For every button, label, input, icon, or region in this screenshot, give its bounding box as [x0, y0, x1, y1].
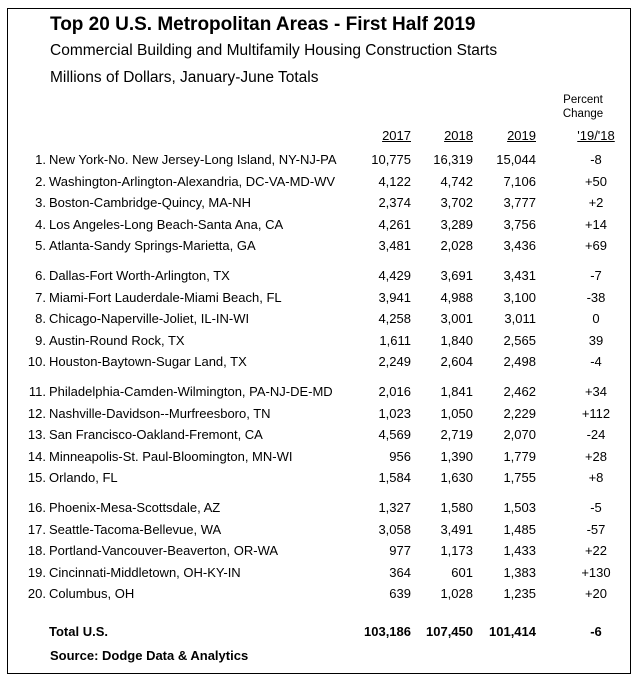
row-value-2018: 1,841: [440, 384, 473, 399]
row-metro-name: Seattle-Tacoma-Bellevue, WA: [49, 521, 222, 537]
row-percent-change: +8: [588, 470, 604, 486]
table-row: [0, 236, 638, 257]
row-percent-change: +2: [588, 195, 604, 211]
row-value-2017: 1,611: [379, 332, 411, 348]
row-rank: 15.: [27, 470, 46, 486]
row-value-2019: 7,106: [503, 173, 536, 189]
row-value-2017: 364: [389, 564, 411, 580]
table-row: [0, 404, 638, 425]
row-metro-name: Houston-Baytown-Sugar Land, TX: [49, 354, 247, 370]
row-rank: 16.: [27, 500, 46, 515]
row-rank: 20.: [27, 586, 46, 602]
row-value-2019: 3,100: [503, 289, 536, 305]
row-rank: 14.: [27, 448, 46, 464]
row-value-2018: 1,630: [440, 470, 473, 486]
row-metro-name: Chicago-Naperville-Joliet, IL-IN-WI: [49, 311, 250, 327]
row-rank: 3.: [35, 195, 46, 211]
total-2019: 101,414: [489, 624, 536, 639]
row-value-2019: 15,044: [496, 152, 536, 167]
row-value-2018: 3,491: [440, 521, 473, 537]
total-row: [0, 622, 638, 643]
row-value-2018: 1,840: [440, 332, 473, 348]
table-row: [0, 520, 638, 541]
row-metro-name: Nashville-Davidson--Murfreesboro, TN: [49, 405, 271, 421]
total-2017: 103,186: [364, 624, 411, 639]
row-value-2019: 2,498: [503, 354, 536, 370]
header-2019: 2019: [507, 128, 536, 143]
row-rank: 17.: [27, 521, 46, 537]
table-row: [0, 266, 638, 287]
row-metro-name: Portland-Vancouver-Beaverton, OR-WA: [49, 543, 279, 559]
row-rank: 11.: [28, 384, 46, 399]
row-value-2017: 4,258: [378, 311, 411, 327]
row-value-2017: 3,058: [378, 521, 411, 537]
row-value-2018: 3,289: [440, 216, 473, 232]
row-value-2018: 3,001: [440, 311, 473, 327]
table-row: [0, 193, 638, 214]
row-rank: 7.: [35, 289, 46, 305]
source-note: Source: Dodge Data & Analytics: [50, 648, 249, 663]
row-metro-name: Miami-Fort Lauderdale-Miami Beach, FL: [49, 289, 282, 305]
row-value-2017: 977: [389, 543, 411, 559]
row-value-2018: 4,988: [440, 289, 473, 305]
row-percent-change: 0: [592, 311, 600, 327]
header-19-18: '19/'18: [577, 128, 615, 143]
subtitle-2: Millions of Dollars, January-June Totals: [50, 69, 319, 86]
total-label: Total U.S.: [49, 624, 108, 639]
row-value-2018: 1,390: [440, 448, 473, 464]
row-value-2019: 3,011: [504, 311, 536, 327]
header-percent-change: [553, 93, 613, 121]
row-percent-change: -38: [586, 289, 606, 305]
row-value-2019: 2,565: [503, 332, 536, 348]
row-value-2017: 3,941: [378, 289, 411, 305]
row-rank: 5.: [35, 238, 46, 254]
row-metro-name: Minneapolis-St. Paul-Bloomington, MN-WI: [49, 448, 293, 464]
table-row: [0, 541, 638, 562]
row-value-2019: 1,383: [503, 564, 536, 580]
row-metro-name: New York-No. New Jersey-Long Island, NY-NJ-PA: [49, 152, 337, 167]
row-metro-name: San Francisco-Oakland-Fremont, CA: [49, 427, 263, 443]
row-value-2017: 4,569: [378, 427, 411, 443]
row-value-2018: 4,742: [440, 173, 473, 189]
header-percent-line1: Percent: [563, 94, 603, 106]
row-value-2018: 2,719: [440, 427, 473, 443]
row-value-2019: 2,070: [503, 427, 536, 443]
table-row: [0, 563, 638, 584]
subtitle-1: Commercial Building and Multifamily Housing Construction Starts: [50, 42, 498, 59]
row-value-2017: 4,261: [378, 216, 411, 232]
header-2018: 2018: [444, 128, 473, 143]
row-percent-change: +20: [584, 586, 608, 602]
row-metro-name: Orlando, FL: [49, 470, 118, 486]
row-metro-name: Washington-Arlington-Alexandria, DC-VA-MD-WV: [49, 173, 336, 189]
row-metro-name: Los Angeles-Long Beach-Santa Ana, CA: [49, 216, 284, 232]
row-metro-name: Boston-Cambridge-Quincy, MA-NH: [49, 195, 252, 211]
row-value-2017: 956: [389, 448, 411, 464]
table-row: [0, 150, 638, 171]
table-row: [0, 331, 638, 352]
row-percent-change: -4: [590, 354, 602, 370]
row-value-2017: 2,249: [378, 354, 411, 370]
row-value-2018: 3,702: [440, 195, 473, 211]
row-metro-name: Dallas-Fort Worth-Arlington, TX: [49, 268, 230, 283]
row-value-2018: 1,050: [440, 405, 473, 421]
row-percent-change: +69: [584, 238, 608, 254]
row-value-2019: 3,777: [503, 195, 536, 211]
row-rank: 13.: [27, 427, 46, 443]
row-rank: 4.: [35, 216, 46, 232]
row-metro-name: Atlanta-Sandy Springs-Marietta, GA: [49, 238, 256, 254]
row-value-2018: 3,691: [440, 268, 473, 283]
row-percent-change: +50: [584, 173, 608, 189]
row-value-2019: 1,235: [503, 586, 536, 602]
total-2018: 107,450: [426, 624, 473, 639]
row-value-2018: 2,604: [440, 354, 473, 370]
row-value-2019: 1,779: [503, 448, 536, 464]
row-value-2017: 1,327: [378, 500, 411, 515]
table-row: [0, 215, 638, 236]
row-value-2019: 3,756: [503, 216, 536, 232]
row-value-2017: 1,023: [378, 405, 411, 421]
row-percent-change: +130: [581, 564, 611, 580]
row-percent-change: 39: [588, 332, 604, 348]
row-metro-name: Cincinnati-Middletown, OH-KY-IN: [49, 564, 241, 580]
row-value-2018: 1,028: [440, 586, 473, 602]
row-value-2017: 2,016: [378, 384, 411, 399]
row-value-2019: 1,503: [503, 500, 536, 515]
table-row: [0, 584, 638, 605]
table-row: [0, 288, 638, 309]
row-percent-change: -7: [590, 268, 602, 283]
row-percent-change: -8: [590, 152, 602, 167]
table-row: [0, 382, 638, 403]
table-row: [0, 309, 638, 330]
row-percent-change: +22: [584, 543, 608, 559]
row-rank: 18.: [27, 543, 46, 559]
row-rank: 10.: [27, 354, 46, 370]
row-metro-name: Columbus, OH: [49, 586, 135, 602]
row-rank: 19.: [27, 564, 46, 580]
table-row: [0, 425, 638, 446]
row-percent-change: +34: [584, 384, 608, 399]
row-metro-name: Austin-Round Rock, TX: [49, 332, 185, 348]
row-rank: 1.: [35, 152, 46, 167]
table-row: [0, 352, 638, 373]
table-row: [0, 498, 638, 519]
row-value-2017: 639: [389, 586, 411, 602]
row-rank: 8.: [35, 311, 46, 327]
row-value-2018: 1,580: [440, 500, 473, 515]
row-rank: 12.: [27, 405, 46, 421]
row-percent-change: +28: [584, 448, 608, 464]
row-rank: 9.: [35, 332, 46, 348]
row-rank: 6.: [35, 268, 46, 283]
row-value-2018: 1,173: [440, 543, 473, 559]
table-row: [0, 447, 638, 468]
row-value-2017: 2,374: [378, 195, 411, 211]
row-value-2019: 1,485: [503, 521, 536, 537]
row-value-2018: 2,028: [440, 238, 473, 254]
table-row: [0, 172, 638, 193]
row-value-2019: 1,433: [503, 543, 536, 559]
row-value-2017: 1,584: [378, 470, 411, 486]
row-percent-change: +14: [584, 216, 608, 232]
table-row: [0, 468, 638, 489]
row-value-2019: 3,431: [503, 268, 536, 283]
header-percent-line2: Change: [562, 108, 604, 120]
header-2017: 2017: [382, 128, 411, 143]
page-title: Top 20 U.S. Metropolitan Areas - First Half 2019: [50, 14, 476, 35]
row-value-2019: 3,436: [503, 238, 536, 254]
row-value-2019: 2,462: [503, 384, 536, 399]
row-metro-name: Phoenix-Mesa-Scottsdale, AZ: [49, 500, 221, 515]
row-percent-change: -57: [586, 521, 606, 537]
row-value-2018: 16,319: [433, 152, 473, 167]
row-value-2017: 10,775: [371, 152, 411, 167]
row-percent-change: +112: [581, 405, 611, 421]
row-metro-name: Philadelphia-Camden-Wilmington, PA-NJ-DE-MD: [49, 384, 333, 399]
row-value-2018: 601: [451, 564, 473, 580]
total-change: -6: [590, 624, 602, 639]
row-rank: 2.: [35, 173, 46, 189]
row-percent-change: -24: [586, 427, 606, 443]
row-value-2017: 3,481: [378, 238, 411, 254]
row-value-2017: 4,429: [378, 268, 411, 283]
row-percent-change: -5: [590, 500, 602, 515]
row-value-2019: 2,229: [503, 405, 536, 421]
row-value-2017: 4,122: [378, 173, 411, 189]
row-value-2019: 1,755: [503, 470, 536, 486]
